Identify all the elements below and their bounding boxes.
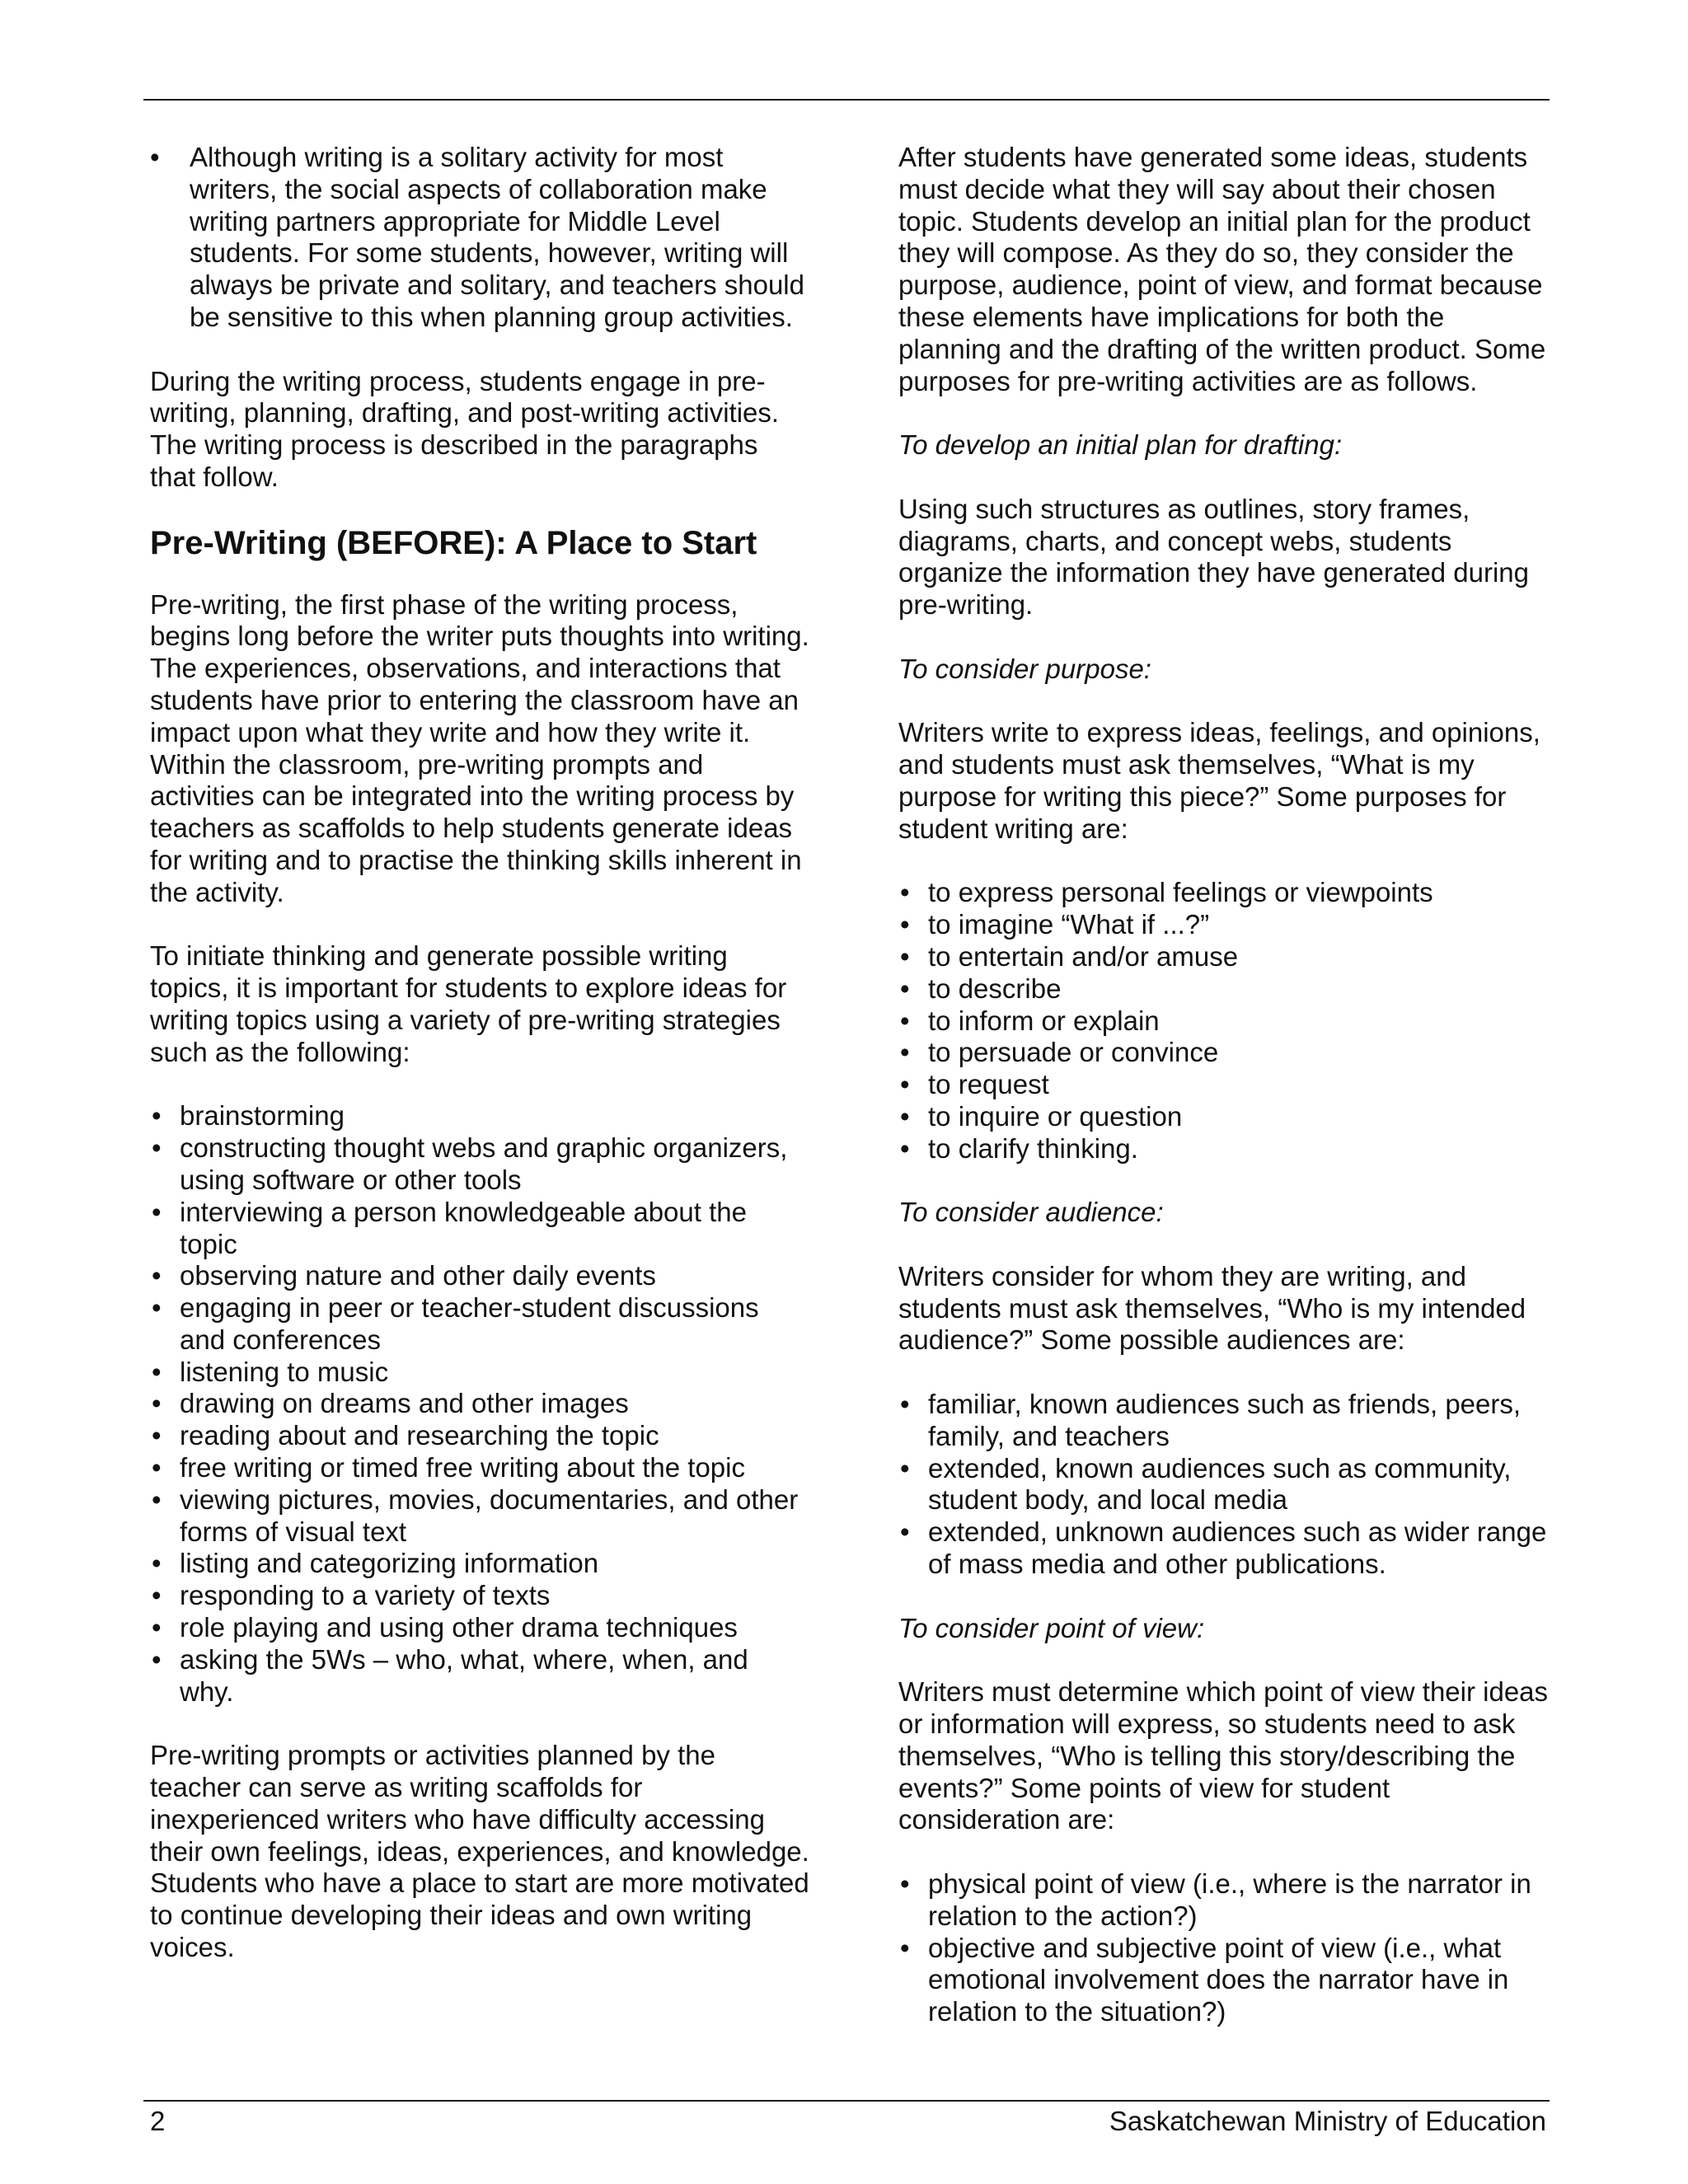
list-item: • reading about and researching the topic <box>150 1420 809 1452</box>
subheading-purpose: To consider purpose: <box>898 653 1151 684</box>
list-item: • to request <box>898 1069 1550 1101</box>
audience-paragraph: Writers consider for whom they are writing, and students must ask themselves, “Who is my intended audience?” Some possible audiences are: <box>898 1260 1526 1356</box>
subheading-point-of-view: To consider point of view: <box>898 1612 1205 1643</box>
header-rule <box>143 99 1550 101</box>
subheading-plan: To develop an initial plan for drafting: <box>898 429 1343 461</box>
list-item: • to describe <box>898 973 1550 1005</box>
list-item: • constructing thought webs and graphic organizers, using software or other tools <box>150 1132 809 1197</box>
audiences-list <box>898 1389 1550 1581</box>
list-item: • extended, known audiences such as community, student body, and local media <box>898 1453 1550 1517</box>
list-item: • to express personal feelings or viewpoints <box>898 877 1550 909</box>
list-item: • to persuade or convince <box>898 1037 1550 1069</box>
initiate-thinking-paragraph: To initiate thinking and generate possible writing topics, it is important for students to explore ideas for writing topics using a variety of pre-writing strategies such as the following: <box>150 940 787 1067</box>
list-item: • role playing and using other drama techniques <box>150 1612 809 1644</box>
list-item: • free writing or timed free writing about the topic <box>150 1452 809 1484</box>
list-item: • to inform or explain <box>898 1005 1550 1038</box>
list-item: • observing nature and other daily events <box>150 1260 809 1292</box>
left-column <box>150 142 809 1996</box>
point-of-view-paragraph: Writers must determine which point of view their ideas or information will express, so students need to ask themselves, “Who is telling this story/describing the events?” Some points of view for student consideration are: <box>898 1676 1549 1835</box>
list-item: • engaging in peer or teacher-student discussions and conferences <box>150 1292 809 1357</box>
right-column <box>898 142 1550 2060</box>
list-item: • objective and subjective point of view (i.e., what emotional involvement does the narrator have in relation to the situation?) <box>898 1933 1550 2028</box>
writing-process-paragraph: During the writing process, students engage in pre-writing, planning, drafting, and post-writing activities. The writing process is described in the paragraphs that follow. <box>150 365 780 492</box>
list-item: • responding to a variety of texts <box>150 1580 809 1612</box>
list-item: • to inquire or question <box>898 1101 1550 1133</box>
list-item: • brainstorming <box>150 1100 809 1132</box>
list-item: • familiar, known audiences such as friends, peers, family, and teachers <box>898 1389 1550 1453</box>
plan-paragraph: Using such structures as outlines, story frames, diagrams, charts, and concept webs, students organize the information they have generated during pre-writing. <box>898 493 1530 621</box>
intro-bullet-list <box>150 142 809 334</box>
page-number: 2 <box>150 2106 166 2136</box>
footer-rule <box>143 2100 1550 2102</box>
list-item: • extended, unknown audiences such as wider range of mass media and other publications. <box>898 1516 1550 1581</box>
list-item: • to clarify thinking. <box>898 1133 1550 1165</box>
section-heading: Pre-Writing (BEFORE): A Place to Start <box>150 524 757 561</box>
list-item: • asking the 5Ws – who, what, where, when, and why. <box>150 1644 809 1708</box>
list-item: • listening to music <box>150 1357 809 1389</box>
footer-organization: Saskatchewan Ministry of Education <box>1109 2106 1546 2136</box>
list-item: • interviewing a person knowledgeable about the topic <box>150 1197 809 1261</box>
list-item: • to imagine “What if ...?” <box>898 909 1550 941</box>
list-item: • to entertain and/or amuse <box>898 941 1550 973</box>
points-of-view-list <box>898 1868 1550 2028</box>
purposes-list <box>898 877 1550 1165</box>
list-item: • Although writing is a solitary activity for most writers, the social aspects of collaboration make writing partners appropriate for Middle Level students. For some students, however, writing will always be private and solitary, and teachers should be sensitive to this when planning group activities. <box>150 142 809 334</box>
list-item: • listing and categorizing information <box>150 1548 809 1580</box>
scaffolds-paragraph: Pre-writing prompts or activities planned by the teacher can serve as writing scaffolds for inexperienced writers who have difficulty accessing their own feelings, ideas, experiences, and knowledge. Students who have a place to start are more motivated to continue developing their ideas and own writing voices. <box>150 1740 809 1963</box>
purpose-paragraph: Writers write to express ideas, feelings, and opinions, and students must ask themselves, “What is my purpose for writing this piece?” Some purposes for student writing are: <box>898 717 1540 844</box>
list-item: • physical point of view (i.e., where is the narrator in relation to the action?) <box>898 1868 1550 1933</box>
list-item: • viewing pictures, movies, documentaries, and other forms of visual text <box>150 1484 809 1549</box>
subheading-audience: To consider audience: <box>898 1197 1164 1228</box>
pre-writing-paragraph: Pre-writing, the first phase of the writing process, begins long before the writer puts thoughts into writing. The experiences, observations, and interactions that students have prior to entering the classroom have an impact upon what they write and how they write it. Within the classroom, pre-writing prompts and activities can be integrated into the writing process by teachers as scaffolds to help students generate ideas for writing and to practise the thinking skills inherent in the activity. <box>150 588 809 907</box>
list-item: • drawing on dreams and other images <box>150 1388 809 1420</box>
initial-plan-paragraph: After students have generated some ideas, students must decide what they will say about their chosen topic. Students develop an initial plan for the product they will compose. As they do so, they consider the purpose, audience, point of view, and format because these elements have implications for both the planning and the drafting of the written product. Some purposes for pre-writing activities are as follows. <box>898 142 1546 396</box>
strategies-list <box>150 1100 809 1708</box>
